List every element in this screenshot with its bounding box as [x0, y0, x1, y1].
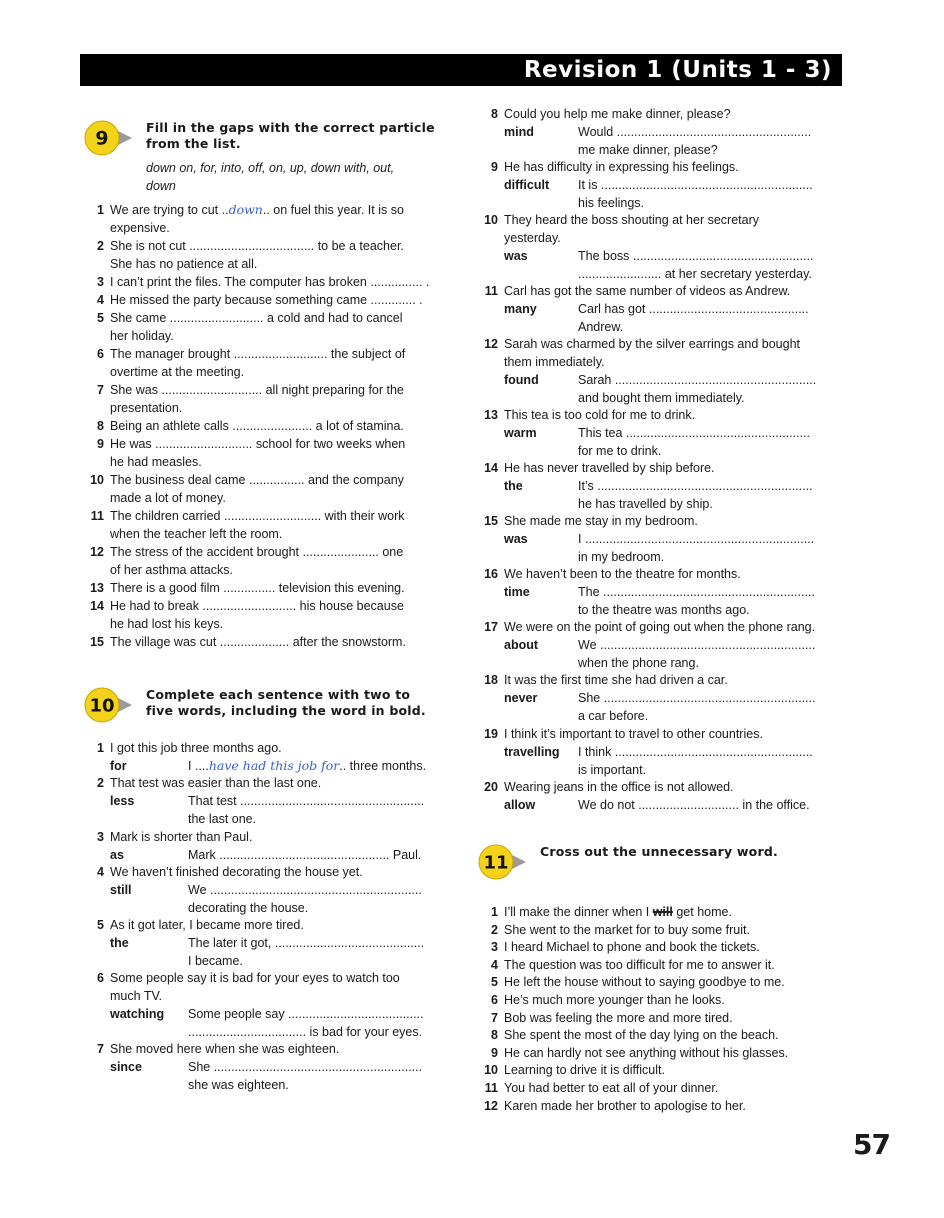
- item-number: 15: [484, 514, 498, 529]
- item-text-part: She came ........................... a cold and had to cancel: [110, 311, 403, 325]
- item-number: 2: [97, 776, 104, 791]
- item-number: 7: [491, 1010, 498, 1025]
- answer-line-part: he has travelled by ship.: [578, 497, 713, 511]
- answer-line: [188, 1005, 448, 1041]
- item-number: 6: [491, 993, 498, 1007]
- answer-line-part: Sarah ..........................................................: [578, 373, 817, 388]
- item-text-part: The stress of the accident brought ...................... one: [110, 545, 404, 559]
- page-title: Revision 1 (Units 1 - 3): [523, 57, 832, 83]
- page-number: 57: [853, 1128, 890, 1161]
- exercise-11-instructions: [540, 844, 778, 860]
- source-sentence-part: She moved here when she was eighteen.: [110, 1041, 340, 1056]
- source-sentence-part: I think it’s important to travel to other countries.: [504, 726, 763, 741]
- answer-line-part: I ..................................................................: [578, 532, 815, 547]
- source-sentence-part: Mark is shorter than Paul.: [110, 829, 253, 844]
- source-sentence: [110, 863, 448, 881]
- answer-line: [578, 424, 846, 460]
- item-text: Learning to drive it is difficult.: [504, 1063, 665, 1078]
- source-sentence-part: Could you help me make dinner, please?: [504, 107, 731, 121]
- item-text-part: She was ............................. all night preparing for the: [110, 383, 404, 397]
- item-text-part: We are trying to cut ..: [110, 203, 229, 217]
- item-number: 4: [97, 293, 104, 307]
- source-sentence: [504, 618, 846, 636]
- item-text: [110, 435, 448, 471]
- item-text-part: when the teacher left the room.: [110, 527, 283, 541]
- source-sentence: [504, 512, 846, 530]
- source-sentence-part: Wearing jeans in the office is not allowed.: [504, 779, 734, 794]
- item-number: 3: [97, 829, 104, 844]
- source-sentence-part: This tea is too cold for me to drink.: [504, 407, 696, 422]
- crossed-out-word: will: [652, 905, 673, 919]
- keyword: mind: [504, 125, 534, 139]
- answer-line-part: Some people say .......................................: [188, 1007, 424, 1022]
- answer-line: [188, 881, 448, 917]
- keyword: the: [110, 936, 129, 950]
- answer-line: [578, 176, 846, 212]
- source-sentence-part: They heard the boss shouting at her secretary: [504, 213, 760, 228]
- keyword: was: [504, 249, 528, 264]
- answer-line-part: and bought them immediately.: [578, 391, 745, 406]
- answer-line: [188, 846, 448, 864]
- item-text: [110, 345, 448, 381]
- keyword: for: [110, 759, 127, 773]
- item-number: 1: [491, 905, 498, 919]
- item-number: 3: [491, 940, 498, 955]
- item-text-part: presentation.: [110, 401, 183, 415]
- keyword: was: [504, 532, 528, 547]
- answer-line-part: The later it got, ...........................................: [188, 936, 425, 950]
- source-sentence-part: She made me stay in my bedroom.: [504, 514, 698, 529]
- item-text: [110, 507, 448, 543]
- answer-line-part: for me to drink.: [578, 443, 662, 458]
- answer-line-part: The boss ....................................................: [578, 249, 814, 264]
- answer-line-part: when the phone rang.: [578, 656, 699, 671]
- answer-line-part: she was eighteen.: [188, 1077, 289, 1092]
- source-sentence: [504, 211, 846, 247]
- source-sentence: [504, 406, 846, 424]
- item-text: [110, 633, 448, 651]
- item-text: [110, 201, 448, 237]
- item-number: 10: [90, 473, 104, 487]
- answer-line-part: ........................ at her secretary yesterday.: [578, 267, 812, 282]
- item-number: 9: [491, 160, 498, 175]
- answer-line-part: Would ........................................................: [578, 125, 812, 139]
- item-text-part: of her asthma attacks.: [110, 563, 233, 577]
- source-sentence: [504, 282, 846, 300]
- item-text-part: he had lost his keys.: [110, 617, 224, 631]
- source-sentence: [504, 778, 846, 796]
- item-text-part: He missed the party because something came ............. .: [110, 293, 423, 307]
- item-text-part: I’ll make the dinner when I: [504, 905, 650, 919]
- item-text-part: The business deal came ................ and the company: [110, 473, 404, 487]
- source-sentence-part: He has difficulty in expressing his feelings.: [504, 160, 739, 175]
- answer-line-part: It is .............................................................: [578, 178, 813, 193]
- item-number: 9: [97, 437, 104, 451]
- source-sentence: [110, 969, 448, 1005]
- exercise-11-number-badge: [478, 842, 530, 882]
- item-number: 3: [97, 275, 104, 289]
- keyword: allow: [504, 797, 536, 812]
- exercise-9-header: [84, 116, 448, 160]
- keyword: less: [110, 794, 135, 809]
- answer-line-part: .. three months.: [339, 759, 427, 773]
- item-text: [110, 543, 448, 579]
- item-text-part: There is a good film ............... television this evening.: [110, 581, 405, 595]
- answer-line-part: We .............................................................: [188, 882, 422, 897]
- answer-line-part: We do not ............................. in the office.: [578, 797, 810, 812]
- answer-line: [578, 247, 846, 283]
- item-text: [110, 471, 448, 507]
- item-text-part: The manager brought ........................... the subject of: [110, 347, 406, 361]
- item-text: He’s much more younger than he looks.: [504, 993, 725, 1007]
- item-text: [110, 417, 448, 435]
- item-number: 14: [90, 599, 104, 613]
- item-number: 9: [491, 1045, 498, 1060]
- item-number: 12: [484, 1098, 498, 1113]
- item-text-part: made a lot of money.: [110, 491, 226, 505]
- keyword: the: [504, 479, 523, 493]
- exercise-10-instruction-line: Complete each sentence with two to: [146, 687, 411, 702]
- item-number: 2: [97, 239, 104, 253]
- exercise-10-instructions: [146, 687, 426, 719]
- answer-line: [578, 300, 846, 336]
- source-sentence-part: It was the first time she had driven a car.: [504, 673, 728, 688]
- item-text-part: get home.: [676, 905, 732, 919]
- item-text: She went to the market for to buy some fruit.: [504, 922, 750, 937]
- answer-line-part: .................................. is bad for your eyes.: [188, 1025, 423, 1040]
- answer-line: [578, 636, 846, 672]
- item-number: 18: [484, 673, 498, 688]
- item-text: [110, 309, 448, 345]
- answer-line-part: Carl has got ..............................................: [578, 302, 809, 316]
- item-text-part: he had measles.: [110, 455, 202, 469]
- item-number: 10: [484, 213, 498, 228]
- answer-line-part: It’s ..............................................................: [578, 479, 813, 493]
- item-text: [110, 237, 448, 273]
- page-header: [80, 54, 842, 86]
- answer-line: [188, 934, 448, 970]
- source-sentence-part: them immediately.: [504, 355, 605, 370]
- item-number: 11: [484, 1081, 498, 1095]
- svg-text:10: 10: [89, 695, 115, 717]
- answer-line: [578, 743, 846, 779]
- answer-line-part: is important.: [578, 762, 647, 777]
- svg-text:9: 9: [95, 127, 109, 150]
- answer-line-part: Mark ................................................. Paul.: [188, 847, 422, 862]
- answer-line: [578, 371, 846, 407]
- source-sentence: [504, 725, 846, 743]
- exercise-9-instructions: [146, 120, 435, 152]
- keyword: never: [504, 691, 538, 706]
- answer-line: [578, 583, 846, 619]
- answer-line-part: his feelings.: [578, 196, 645, 211]
- item-number: 20: [484, 779, 498, 794]
- item-text-part: The children carried ............................ with their work: [110, 509, 405, 523]
- item-text: Bob was feeling the more and more tired.: [504, 1010, 733, 1025]
- item-text: [504, 903, 846, 921]
- item-number: 5: [97, 918, 104, 932]
- answer-line-part: That test .....................................................: [188, 794, 425, 809]
- item-number: 7: [97, 1041, 104, 1056]
- source-sentence: [110, 1040, 448, 1058]
- item-text: [110, 597, 448, 633]
- item-number: 11: [484, 284, 498, 298]
- item-number: 2: [491, 922, 498, 937]
- item-number: 19: [484, 726, 498, 741]
- source-sentence: [504, 158, 846, 176]
- item-number: 10: [484, 1063, 498, 1078]
- item-number: 12: [90, 545, 104, 559]
- keyword: difficult: [504, 178, 550, 193]
- item-text: You had better to eat all of your dinner.: [504, 1081, 719, 1095]
- answer-line-part: to the theatre was months ago.: [578, 603, 750, 618]
- source-sentence-part: We haven’t been to the theatre for months.: [504, 567, 741, 582]
- answer-line-part: in my bedroom.: [578, 550, 665, 565]
- item-number: 13: [90, 581, 104, 595]
- exercise-10-instruction-line: five words, including the word in bold.: [146, 703, 426, 718]
- exercise-9-number-badge: [84, 118, 136, 158]
- item-text-part: overtime at the meeting.: [110, 365, 245, 379]
- item-text: Karen made her brother to apologise to her.: [504, 1098, 746, 1113]
- item-number: 17: [484, 620, 498, 635]
- example-answer: down: [228, 202, 263, 217]
- answer-line-part: We ..............................................................: [578, 638, 816, 653]
- source-sentence-part: much TV.: [110, 989, 163, 1004]
- item-text-part: Being an athlete calls ....................... a lot of stamina.: [110, 419, 404, 433]
- item-number: 6: [97, 347, 104, 361]
- item-number: 8: [491, 107, 498, 121]
- source-sentence: [504, 459, 846, 477]
- item-text: [110, 381, 448, 417]
- keyword: as: [110, 847, 124, 862]
- keyword: travelling: [504, 744, 560, 759]
- item-number: 11: [90, 509, 104, 523]
- source-sentence-part: As it got later, I became more tired.: [110, 918, 304, 932]
- keyword: still: [110, 882, 132, 897]
- answer-line-part: The .............................................................: [578, 585, 815, 600]
- item-number: 4: [97, 864, 104, 879]
- keyword: found: [504, 373, 539, 388]
- item-text: [110, 291, 448, 309]
- item-number: 1: [97, 741, 104, 755]
- source-sentence: [504, 565, 846, 583]
- item-text: She spent the most of the day lying on the beach.: [504, 1028, 779, 1043]
- source-sentence: [504, 335, 846, 371]
- answer-line-part: She .............................................................: [578, 691, 816, 706]
- source-sentence: [110, 828, 448, 846]
- answer-line: [188, 1058, 448, 1094]
- source-sentence: [504, 105, 846, 123]
- item-number: 7: [97, 383, 104, 397]
- answer-line-part: me make dinner, please?: [578, 143, 718, 157]
- item-text: He can hardly not see anything without his glasses.: [504, 1045, 789, 1060]
- item-text-part: I can’t print the files. The computer has broken ............... .: [110, 275, 430, 289]
- item-number: 15: [90, 635, 104, 649]
- item-number: 5: [97, 311, 104, 325]
- item-text: He left the house without to saying goodbye to me.: [504, 975, 785, 990]
- source-sentence: [110, 916, 448, 934]
- answer-line-part: decorating the house.: [188, 900, 309, 915]
- item-text-part: He was ............................ school for two weeks when: [110, 437, 406, 451]
- source-sentence-part: Sarah was charmed by the silver earrings and bought: [504, 337, 800, 352]
- exercise-10-number-badge: [84, 685, 136, 725]
- keyword: watching: [110, 1007, 165, 1022]
- item-number: 8: [491, 1028, 498, 1043]
- answer-line: [578, 796, 846, 814]
- answer-line: [578, 477, 846, 513]
- source-sentence-part: He has never travelled by ship before.: [504, 461, 715, 475]
- answer-line-part: I ....: [188, 759, 209, 773]
- item-text-part: She is not cut .................................... to be a teacher.: [110, 239, 404, 253]
- item-text-part: She has no patience at all.: [110, 257, 258, 271]
- source-sentence-part: I got this job three months ago.: [110, 741, 282, 755]
- keyword: time: [504, 585, 530, 600]
- item-text: [110, 273, 448, 291]
- item-number: 13: [484, 407, 498, 422]
- keyword: warm: [504, 425, 537, 440]
- item-text: The question was too difficult for me to answer it.: [504, 957, 775, 972]
- source-sentence: [110, 774, 448, 792]
- item-text-part: expensive.: [110, 221, 170, 235]
- answer-line-part: This tea .....................................................: [578, 425, 811, 440]
- answer-line: [578, 123, 846, 159]
- keyword: many: [504, 302, 537, 316]
- source-sentence-part: Some people say it is bad for your eyes to watch too: [110, 971, 400, 986]
- item-text-part: He had to break ........................... his house because: [110, 599, 404, 613]
- answer-line: [188, 792, 448, 828]
- keyword: about: [504, 638, 539, 653]
- answer-line-part: I became.: [188, 954, 243, 968]
- item-text-part: The village was cut .................... after the snowstorm.: [110, 635, 406, 649]
- source-sentence-part: Carl has got the same number of videos as Andrew.: [504, 284, 791, 298]
- particle-list: [146, 159, 394, 195]
- exercise-9-instruction-line: from the list.: [146, 136, 241, 151]
- particle-list-line: down: [146, 179, 176, 193]
- item-text: [110, 579, 448, 597]
- example-answer: have had this job for: [208, 758, 340, 773]
- source-sentence: [504, 671, 846, 689]
- keyword: since: [110, 1059, 142, 1074]
- particle-list-line: down on, for, into, off, on, up, down with, out,: [146, 161, 395, 175]
- source-sentence-part: We were on the point of going out when the phone rang.: [504, 620, 816, 635]
- answer-line-part: the last one.: [188, 812, 257, 827]
- source-sentence: [110, 739, 448, 757]
- item-number: 6: [97, 971, 104, 986]
- answer-line-part: a car before.: [578, 709, 649, 724]
- exercise-11-instruction-line: Cross out the unnecessary word.: [540, 844, 778, 859]
- answer-line-part: I think .........................................................: [578, 744, 813, 759]
- item-text: I heard Michael to phone and book the tickets.: [504, 940, 760, 955]
- answer-line-part: Andrew.: [578, 320, 624, 334]
- item-number: 14: [484, 461, 498, 475]
- source-sentence-part: We haven’t finished decorating the house yet.: [110, 864, 363, 879]
- source-sentence-part: That test was easier than the last one.: [110, 776, 322, 791]
- answer-line: [578, 689, 846, 725]
- item-number: 4: [491, 957, 498, 972]
- item-text-part: her holiday.: [110, 329, 174, 343]
- exercise-11-header: [478, 840, 846, 884]
- item-number: 12: [484, 337, 498, 352]
- source-sentence-part: yesterday.: [504, 231, 561, 246]
- svg-text:11: 11: [483, 852, 509, 874]
- answer-line: [188, 757, 448, 775]
- exercise-10-header: [84, 683, 448, 727]
- exercise-9-instruction-line: Fill in the gaps with the correct particle: [146, 120, 435, 135]
- item-number: 8: [97, 419, 104, 433]
- item-number: 1: [97, 203, 104, 217]
- answer-line: [578, 530, 846, 566]
- item-number: 16: [484, 567, 498, 582]
- item-text-part: .. on fuel this year. It is so: [262, 203, 404, 217]
- item-number: 5: [491, 975, 498, 990]
- answer-line-part: She ............................................................: [188, 1059, 423, 1074]
